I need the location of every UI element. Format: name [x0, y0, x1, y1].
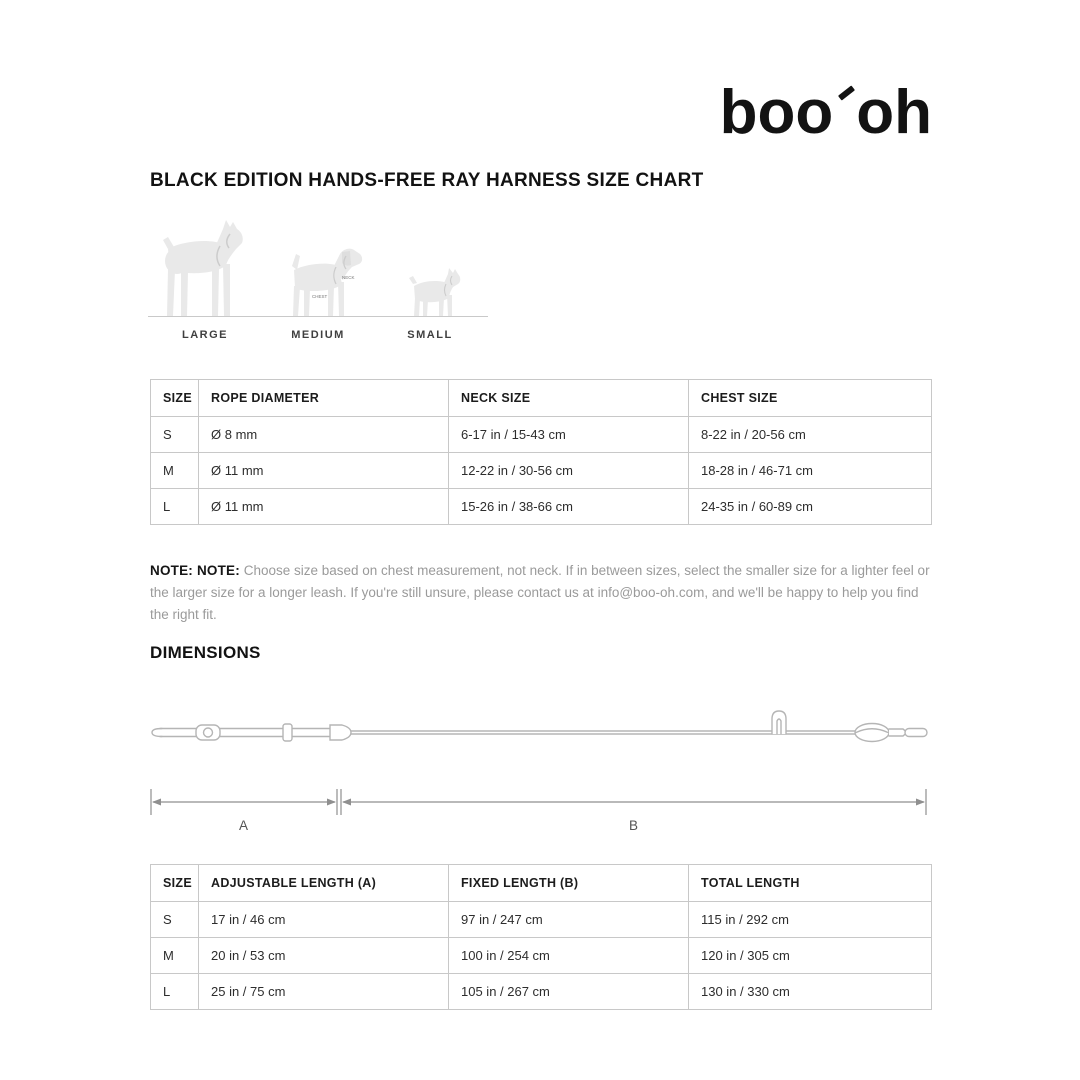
cell-total-length: 130 in / 330 cm — [689, 974, 932, 1010]
small-dog-illustration — [408, 268, 466, 316]
dog-leg — [447, 295, 452, 316]
column-header-total-length: TOTAL LENGTH — [689, 865, 932, 902]
column-header-rope-diameter: ROPE DIAMETER — [199, 380, 449, 417]
chest-tag-label: CHEST — [312, 294, 328, 299]
leash-adjuster-hole — [204, 728, 213, 737]
dimension-arrows — [150, 788, 930, 816]
leash-ring — [772, 711, 786, 734]
cell-total-length: 115 in / 292 cm — [689, 902, 932, 938]
dog-tail — [292, 254, 300, 270]
fit-note — [150, 560, 932, 627]
cell-size: L — [151, 974, 199, 1010]
cell-fixed-length: 100 in / 254 cm — [449, 938, 689, 974]
brand-logo — [719, 78, 932, 147]
cell-total-length: 120 in / 305 cm — [689, 938, 932, 974]
fit-note-text: Choose size based on chest measurement, not neck. If in between sizes, select the smaller size for a lighter feel or the larger size for a longer leash. If you're still unsure, please contact us at info@boo-oh.com, and we'll be happy to help you find the right fit. — [150, 562, 930, 623]
dog-head — [444, 268, 460, 296]
dog-leg — [439, 298, 444, 316]
dog-size-illustrations — [150, 215, 495, 350]
leash-diagram — [150, 700, 930, 750]
table-row-m — [151, 938, 932, 974]
table-row-l — [151, 974, 932, 1010]
fit-note-label: NOTE: NOTE: — [150, 562, 240, 578]
leash-connector — [330, 725, 351, 740]
leash-clasp-tip — [905, 729, 927, 737]
dog-leg — [181, 272, 188, 316]
dog-leg — [328, 286, 334, 316]
table-row-l — [151, 489, 932, 525]
segment-label-a: A — [238, 818, 248, 833]
arrowhead — [916, 799, 925, 806]
dog-size-label-medium: MEDIUM — [291, 329, 345, 341]
large-dog-illustration — [160, 219, 260, 316]
dog-leg — [167, 269, 175, 316]
cell-size: M — [151, 938, 199, 974]
logo-text-post: oh — [856, 78, 932, 147]
leash-handle-loop — [152, 729, 162, 737]
cell-rope-diameter: Ø 11 mm — [199, 489, 449, 525]
cell-size: S — [151, 417, 199, 453]
medium-dog-illustration — [286, 246, 366, 316]
column-header-neck-size: NECK SIZE — [449, 380, 689, 417]
dimensions-title: DIMENSIONS — [150, 643, 261, 662]
dog-size-label-small: SMALL — [407, 329, 453, 341]
dog-leg — [423, 300, 428, 316]
harness-size-table — [150, 379, 932, 525]
cell-adjustable-length: 20 in / 53 cm — [199, 938, 449, 974]
dog-size-label-large: LARGE — [182, 329, 228, 341]
column-header-chest-size: CHEST SIZE — [689, 380, 932, 417]
dog-leg — [223, 264, 230, 316]
table-row-m — [151, 453, 932, 489]
arrowhead — [327, 799, 336, 806]
column-header-adjustable-length: ADJUSTABLE LENGTH (A) — [199, 865, 449, 902]
cell-rope-diameter: Ø 11 mm — [199, 453, 449, 489]
table-row-s — [151, 902, 932, 938]
arrowhead — [152, 799, 161, 806]
leash-clamp — [283, 724, 292, 741]
column-header-size: SIZE — [151, 865, 199, 902]
dimensions-table — [150, 864, 932, 1010]
neck-tag-label: NECK — [342, 275, 355, 280]
segment-label-b: B — [628, 818, 638, 833]
size-chart-title: BLACK EDITION HANDS-FREE RAY HARNESS SIZE CHART — [150, 170, 704, 191]
cell-neck-size: 15-26 in / 38-66 cm — [449, 489, 689, 525]
dog-leg — [414, 298, 420, 316]
cell-neck-size: 12-22 in / 30-56 cm — [449, 453, 689, 489]
cell-neck-size: 6-17 in / 15-43 cm — [449, 417, 689, 453]
cell-adjustable-length: 17 in / 46 cm — [199, 902, 449, 938]
column-header-fixed-length: FIXED LENGTH (B) — [449, 865, 689, 902]
ground-line — [148, 316, 488, 317]
cell-chest-size: 18-28 in / 46-71 cm — [689, 453, 932, 489]
cell-chest-size: 8-22 in / 20-56 cm — [689, 417, 932, 453]
cell-chest-size: 24-35 in / 60-89 cm — [689, 489, 932, 525]
table-header-row — [151, 865, 932, 902]
cell-fixed-length: 97 in / 247 cm — [449, 902, 689, 938]
dog-leg — [293, 286, 300, 316]
dog-leg — [338, 282, 344, 316]
column-header-size: SIZE — [151, 380, 199, 417]
dog-tail — [409, 276, 417, 284]
logo-text-pre: boo — [719, 78, 834, 147]
leash-clasp-eye — [855, 724, 889, 742]
dog-leg — [212, 269, 219, 316]
cell-size: M — [151, 453, 199, 489]
cell-size: L — [151, 489, 199, 525]
table-row-s — [151, 417, 932, 453]
table-header-row — [151, 380, 932, 417]
leash-clasp-neck — [889, 729, 906, 736]
logo-accent-mark — [838, 85, 855, 100]
cell-rope-diameter: Ø 8 mm — [199, 417, 449, 453]
cell-size: S — [151, 902, 199, 938]
cell-fixed-length: 105 in / 267 cm — [449, 974, 689, 1010]
cell-adjustable-length: 25 in / 75 cm — [199, 974, 449, 1010]
dog-leg — [304, 289, 310, 316]
arrowhead — [342, 799, 351, 806]
